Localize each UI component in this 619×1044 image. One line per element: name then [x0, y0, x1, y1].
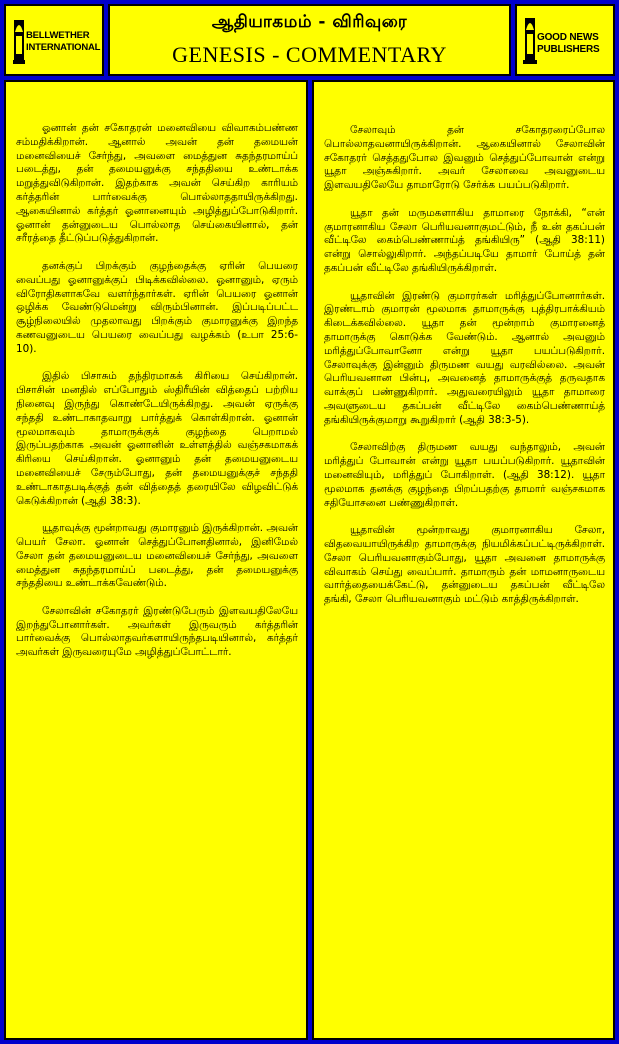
title-english: GENESIS - COMMENTARY — [172, 42, 447, 67]
right-column — [312, 80, 615, 1040]
right-column-text — [324, 124, 605, 621]
bellwether-name: BELLWETHER — [26, 30, 90, 41]
left-column — [4, 80, 308, 1040]
paragraph: இதில் பிசாசும் தந்திரமாகக் கிரியை செய்கிறான். பிசாசின் மனதில் எப்போதும் ஸ்திரீயின் வித்தைப் பற்றிய நினைவு இருந்து கொண்டேயிருக்கிறது. அவன் ஏருக்கு சந்ததி உண்டாகாதவாறு பார்த்துக் கொள்கிறான். ஓனான் மூலமாகவும் தாமாருக்குக் குழந்தை பெறாமல் இருப்பதற்காக அவன் ஓனானின் உள்ளத்தில் வஞ்சகமாகக் கிரியை செய்கிறான். ஓனானும் தன் தமையனுடைய மனைவியைச் சேரும்போது, தன் தமையனுக்குச் சந்ததி உண்டாகாதபடிக்குத் தன் வித்தைத் தரையிலே விழவிட்டுக் கெடுக்கிறான் (ஆதி 38:3). — [16, 370, 298, 507]
title-banner — [108, 4, 511, 76]
paragraph: யூதா தன் மருமகளாகிய தாமாரை நோக்கி, “என் குமாரனாகிய சேலா பெரியவனாகுமட்டும், நீ உன் தகப்பன் வீட்டிலே கைம்பெண்ணாய்த் தங்கியிரு” (ஆதி 38:11) என்று சொல்லுகிறார். அந்தப்படியே தாமார் போய்த் தன் தகப்பன் வீட்டிலே தங்கியிருக்கிறாள். — [324, 206, 605, 274]
paragraph: சேலாவின் சகோதரர் இரண்டுபேரும் இளவயதிலேயே இறந்துபோனார்கள். அவர்கள் இருவரும் கர்த்தரின் பார்வைக்கு பொல்லாதவர்களாயிருந்தபடியினால், கர்த்தர் அவர்கள் இருவரையுமே அழித்துப்போட்டார். — [16, 604, 298, 659]
bellwether-logo — [4, 4, 104, 76]
paragraph: தனக்குப் பிறக்கும் குழந்தைக்கு ஏரின் பெயரை வைப்பது ஓனானுக்குப் பிடிக்கவில்லை. ஓனானும், ஏரும் விரோதிகளாகவே வளர்ந்தார்கள். ஏரின் பெயரை ஓனான் ஒழிக்க வேண்டுமென்று விரும்பினான். இப்படிப்பட்ட சூழ்நிலையில் முதலாவது பிறக்கும் குமாரனுக்கு இறந்த கணவனுடைய பெயரை வைப்பது வழக்கம் (உபா 25:6-10). — [16, 259, 298, 355]
paragraph: சேலாவும் தன் சகோதரரைப்போல பொல்லாதவனாயிருக்கிறான். ஆகையினால் சேலாவின் சகோதரர் செத்ததுபோல இவனும் செத்துப்போவான் என்று யூதா அஞ்சுகிறார். அவர் சேலாவை அவனுடைய இளவயதிலேயே தாமாரோடு சேர்க்க பயப்படுகிறார். — [324, 124, 605, 192]
bellwether-tagline: INTERNATIONAL — [26, 42, 101, 53]
good-news-name: GOOD NEWS — [537, 32, 599, 43]
left-column-text — [16, 122, 298, 674]
good-news-tagline: PUBLISHERS — [537, 44, 600, 55]
paragraph: ஓனான் தன் சகோதரன் மனைவியை விவாகம்பண்ண சம்மதிக்கிறான். ஆனால் அவன் தன் தமையன் மனைவியைச் சேர்ந்து, அவளை மைத்துன சுதந்தரமாய்ப் படைத்து, தன் தமையனுக்கு சந்ததியை உண்டாக்க மறுத்துவிடுகிறான். இதற்காக அவன் செய்கிற காரியம் கர்த்தரின் பார்வைக்கு பொல்லாததாயிருக்கிறது. ஆகையினால் கர்த்தர் ஓனானையும் அழித்துப்போடுகிறார். ஓனான் தன்னுடைய பொல்லாத செய்கையினால், தன் சரீரத்தை தீட்டுப்படுத்துகிறான். — [16, 122, 298, 245]
title-tamil: ஆதியாகமம் - விரிவுரை — [211, 12, 408, 32]
paragraph: சேலாவிற்கு திருமண வயது வந்தாலும், அவன் மரித்துப் போவான் என்று யூதா பயப்படுகிறார். யூதாவின் மனைவியும், மரித்துப் போகிறாள். (ஆதி 38:12). யூதா மூலமாக தனக்கு குழந்தை பிறப்பதற்கு தாமார் வஞ்சகமாக சதியோசனை பண்ணுகிறாள். — [324, 441, 605, 509]
paragraph: யூதாவின் இரண்டு குமாரர்கள் மரித்துப்போனார்கள். இரண்டாம் குமாரன் மூலமாக தாமாருக்கு புத்திரபாக்கியம் கிடைக்கவில்லை. யூதா தன் மூன்றாம் குமாரனைத் தாமாருக்கு கொடுக்க வேண்டும். ஆனால் அவனும் மரித்துப்போவானோ என்று யூதா பயப்படுகிறார். சேலாவுக்கு இன்னும் திருமண வயது வரவில்லை. அவன் பெரியவனான பின்பு, அவனைத் தாமாருக்குத் தருவதாக வாக்குப் பண்ணுகிறார். அதுவரையிலும் யூதா தாமாரை அவளுடைய தகப்பன் வீட்டிலே கைம்பெண்ணாய்த் தங்கியிருக்குமாறு கூறுகிறார் (ஆதி 38:3-5). — [324, 289, 605, 426]
paragraph: யூதாவுக்கு மூன்றாவது குமாரனும் இருக்கிறான். அவன் பெயர் சேலா. ஓனான் செத்துப்போனதினால், இனிமேல் சேலா தன் தமையனுடைய மனைவியைச் சேர்ந்து, அவளை மைத்துன சுதந்தரமாய்ப் படைத்து, தன் தமையனுக்கு சந்ததியை உண்டாக்கவேண்டும். — [16, 522, 298, 590]
paragraph: யூதாவின் மூன்றாவது குமாரனாகிய சேலா, விதவையாயிருக்கிற தாமாருக்கு நியமிக்கப்பட்டிருக்கிறாள். சேலா பெரியவனாகும்போது, யூதா அவனை தாமாருக்கு விவாகம் செய்து வைப்பார். தாமாரும் தன் மாமனாருடைய வார்த்தையைக்கேட்டு, தன்னுடைய தகப்பன் வீட்டிலே தங்கி, சேலா பெரியவனாகும் மட்டும் காத்திருக்கிறாள். — [324, 524, 605, 606]
good-news-logo — [515, 4, 615, 76]
